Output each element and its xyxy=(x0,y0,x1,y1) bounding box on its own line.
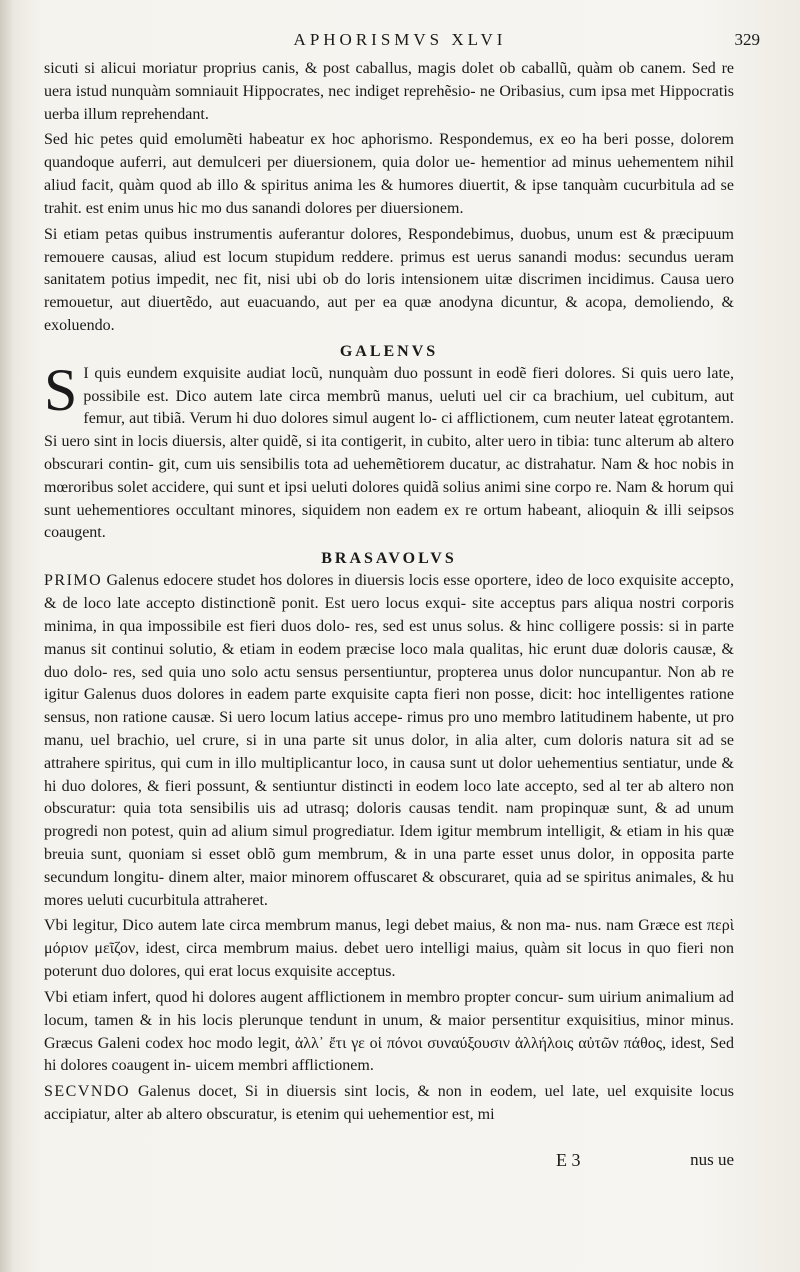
signature-mark: E 3 xyxy=(556,1150,581,1170)
lead-word-secundo: SECVNDO xyxy=(44,1083,131,1101)
paragraph-primo xyxy=(44,570,734,912)
page-body xyxy=(44,58,734,1130)
paragraph-galenus-text xyxy=(44,356,734,546)
paragraph-instrumenta: Si etiam petas quibus instrumentis auferantur dolores, Respondebimus, duobus, unum est & præcipuum remouere causas, aliud est locum stupidum reddere. primus est uerus sanandi modus: secundus ueram sanitatem potius impedit, nec fit, nisi ubi ob do loris intensionem uitæ discrimen incidimus. Causa uero remouetur, aut diuertẽdo, aut euacuando, aut per ea quæ anodyna dicuntur, & acopa, demoliendo, & exoluendo. xyxy=(44,225,734,334)
primo-text: Galenus edocere studet hos dolores in diuersis locis esse oportere, ideo de loco exquisite accepto, & de loco late accepto distinctionẽ ponit. Est uero locus exqui- site acceptus pars aliqua nostri corporis minima, in qua impossibile est fieri duos dolo- res, sed est unus solus. & hinc colligere possis: si in parte manus sit continui solutio, & etiam in eodem præcise loco mala qualitas, hic erunt duæ doloris causæ, & duo dolo- res, sed quia uno solo actu sensus persentiuntur, propterea unus dolor nuncupantur. Non ab re igitur Galenus duos dolores in eadem parte exquisite capta fieri non posse, dicit: hoc intelligentes ratione sensus, non ratione causæ. Si uero locum latius accepe- rimus pro uno membro latitudinem habente, ut pro manu, uel brachio, uel crure, si in una parte sit unus dolor, in alia alter, cum doloris natura sit ad se attrahere spiritus, qui cum in illo multiplicantur loco, in causa sunt ut dolor uehementius sentiatur, unde & hi duo dolores, & fieri possunt, & sentiuntur distincti in eodem loco late accepto, sed al ter ab altero non obscuratur: quia tota sensibilis uis ad utrasq; doloris causas tendit. nam propinquæ sunt, & ad unum progredi non potest, quin ad alium simul progrediatur. Idem igitur membrum intelligit, & etiam in his quæ breuia sunt, quoniam si esset oblõ gum membrum, & in una parte esset unus dolor, in opposita parte secundum longitu- dinem alter, maior minorem offuscaret & obscuraret, quia ad se spiritus animales, & hu mores ueluti cucurbitula attraheret. xyxy=(44,572,734,909)
page-footer xyxy=(44,1150,734,1180)
galenus-text: I quis eundem exquisite audiat locũ, nunquàm duo possunt in eodẽ fieri dolores. Si quis uero late, possibile est. Dico autem late circa membrũ manus, ueluti uel cir ca brachium, uel cubitum, aut femur, aut tibiã. Verum hi duo dolores simul augent lo- ci afflictionem, cum neuter lateat ęgrotantem. Si uero sint in locis diuersis, alter quidẽ, si ita contigerit, in cubito, alter uero in tibia: tunc alterum ab altero obscurari contin- git, cum uis sensibilis tota ad uehemẽtiorem ducatur, ac distrahatur. Nam & hoc nobis in mœroribus solet accidere, qui sunt et ipsi ueluti dolores quidã solius animi sine corpo re. Nam & horum qui sunt uehementiores occultant minores, siquidem non eadem ex re ortum habeant, alioquin & illi seipsos coaugent. xyxy=(44,364,734,542)
running-head: APHORISMVS XLVI xyxy=(293,30,507,49)
paragraph-secundo xyxy=(44,1081,734,1127)
catchword: nus ue xyxy=(690,1150,734,1169)
section-heading-galenus: GALENVS xyxy=(339,342,439,360)
paragraph-emolumentum: Sed hic petes quid emolumẽti habeatur ex hoc aphorismo. Respondemus, ex eo ha beri posse, dolorem quandoque auferri, aut demulceri per diuersionem, quia dolor ue- hementior ad minus uehementem nihil aliud facit, quàm quod ab illo & spiritus anima les & humores diuertit, & ipse tanquàm cucurbitula ad se trahit. est enim unus hic mo dus sanandi dolores per diuersionem. xyxy=(44,131,734,217)
section-heading-brasavolus: BRASAVOLVS xyxy=(321,550,457,568)
secundo-text: Galenus docet, Si in diuersis sint locis, & non in eodem, uel late, uel exquisite locus accipiatur, alter ab altero obscuratur, is etenim qui uehementior est, mi xyxy=(44,1083,734,1123)
page-number: 329 xyxy=(734,30,760,49)
drop-cap-initial: S xyxy=(44,356,78,423)
paragraph-vbi-etiam: Vbi etiam infert, quod hi dolores augent afflictionem in membro propter concur- sum uirium animalium ad locum, tamen & in his locis plerunque tendunt in unum, & maior persentitur exquisitius, minor minus. Græcus Galeni codex hoc modo legit, ἀλλ᾽ ἔτι γε οἱ πόνοι συναύξουσιν ἀλλήλοις αὐτῶν πάθος, idest, Sed hi dolores coaugent in- uicem membri afflictionem. xyxy=(44,988,734,1075)
paragraph-vbi-legitur: Vbi legitur, Dico autem late circa membrum manus, legi debet maius, & non ma- nus. nam Græce est περὶ μόριον μεῖζον, idest, circa membrum maius. debet uero intelligi maius, quàm sit locus in quo fieri non poterunt duo dolores, qui erat locus exquisite acceptus. xyxy=(44,917,734,981)
lead-word-primo: PRIMO xyxy=(44,572,103,590)
page-header xyxy=(40,30,760,54)
paragraph-oribasius: sicuti si alicui moriatur proprius canis, & post caballus, magis dolet ob caballũ, quàm ob canem. Sed re uera istud nunquàm somniauit Hippocrates, nec indiget reprehẽsio- ne Oribasius, cum ipsa met Hippocratis uerba illum reprehendant. xyxy=(44,60,734,123)
